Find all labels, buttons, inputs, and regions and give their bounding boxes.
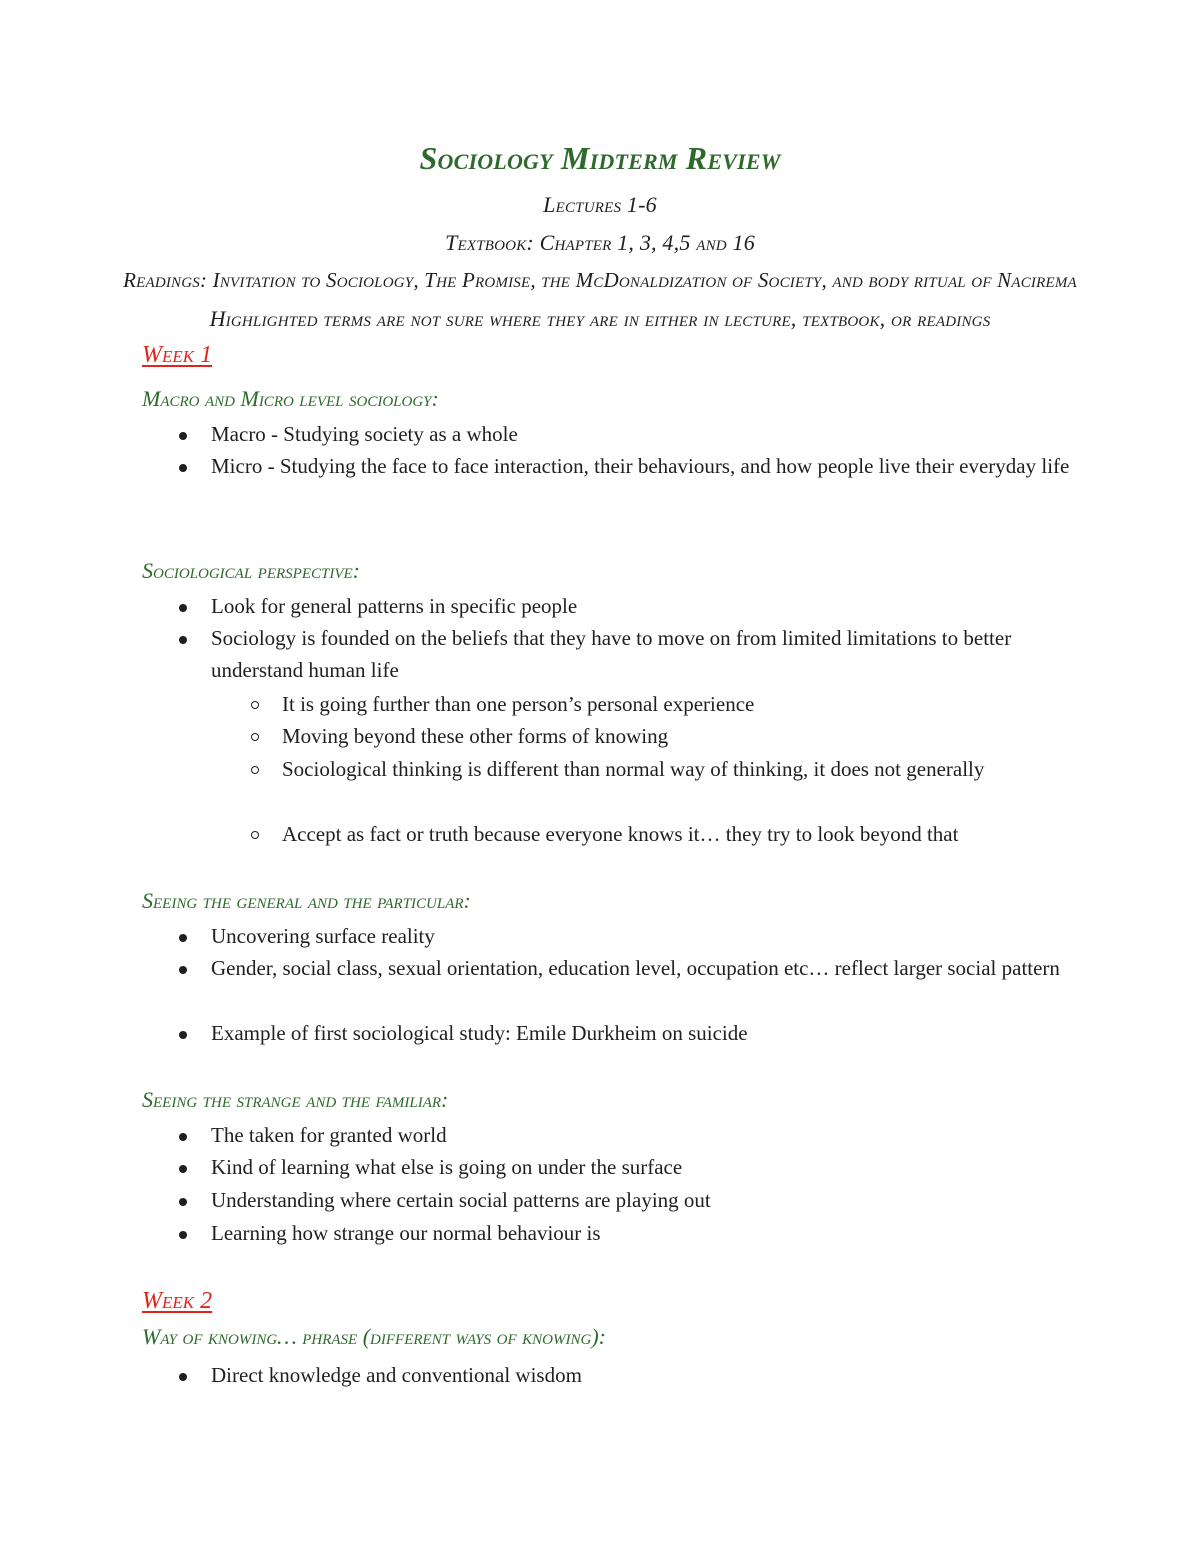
list-item: Uncovering surface reality [211, 924, 435, 948]
bullet-icon [179, 1165, 187, 1173]
lectures-line: Lectures 1-6 [543, 192, 657, 217]
week-1-label: Week 1 [142, 342, 213, 368]
highlight-note: Highlighted terms are not sure where they are in either in lecture, textbook, or readings [209, 306, 991, 331]
bullet-icon [179, 636, 187, 644]
bullet-icon [179, 464, 187, 472]
list-item: Direct knowledge and conventional wisdom [211, 1363, 582, 1387]
section-heading: Seeing the strange and the familiar: [142, 1087, 449, 1112]
bullet-icon [179, 1231, 187, 1239]
bullet-icon [179, 934, 187, 942]
bullet-icon [179, 1198, 187, 1206]
sub-list-item: Sociological thinking is different than normal way of thinking, it does not generally [282, 757, 985, 781]
section-heading: Seeing the general and the particular: [142, 888, 471, 913]
section-heading: Sociological perspective: [142, 558, 360, 583]
list-item: Micro - Studying the face to face interaction, their behaviours, and how people live their everyday life [211, 454, 1070, 478]
section-heading: Way of knowing… phrase (different ways of knowing): [142, 1324, 606, 1349]
bullet-icon [179, 1373, 187, 1381]
list-item: Understanding where certain social patterns are playing out [211, 1188, 711, 1212]
document-title: Sociology Midterm Review [419, 140, 781, 176]
sub-list-item: It is going further than one person’s personal experience [282, 692, 755, 716]
list-item: Gender, social class, sexual orientation, education level, occupation etc… reflect larger social pattern [211, 956, 1060, 980]
list-item: Example of first sociological study: Emile Durkheim on suicide [211, 1021, 748, 1045]
list-item: Look for general patterns in specific people [211, 594, 578, 618]
bullet-icon [179, 1031, 187, 1039]
list-item: Macro - Studying society as a whole [211, 422, 518, 446]
bullet-icon [179, 604, 187, 612]
textbook-line: Textbook: Chapter 1, 3, 4,5 and 16 [445, 230, 755, 255]
bullet-icon [179, 432, 187, 440]
sub-bullet-icon [251, 733, 259, 741]
list-item: Learning how strange our normal behaviour is [211, 1221, 601, 1245]
list-item: Kind of learning what else is going on under the surface [211, 1155, 683, 1179]
sub-bullet-icon [251, 831, 259, 839]
sub-list-item: Moving beyond these other forms of knowing [282, 724, 669, 748]
list-item: Sociology is founded on the beliefs that they have to move on from limited limitations to better understand human life [211, 626, 1012, 682]
section-heading: Macro and Micro level sociology: [142, 386, 439, 411]
bullet-icon [179, 966, 187, 974]
sub-bullet-icon [251, 766, 259, 774]
sub-bullet-icon [251, 701, 259, 709]
sub-list-item: Accept as fact or truth because everyone knows it… they try to look beyond that [282, 822, 959, 846]
readings-line: Readings: Invitation to Sociology, The Promise, the McDonaldization of Society, and body ritual of Nacirema [123, 268, 1077, 292]
list-item: The taken for granted world [211, 1123, 447, 1147]
bullet-icon [179, 1133, 187, 1141]
week-2-label: Week 2 [142, 1288, 213, 1314]
